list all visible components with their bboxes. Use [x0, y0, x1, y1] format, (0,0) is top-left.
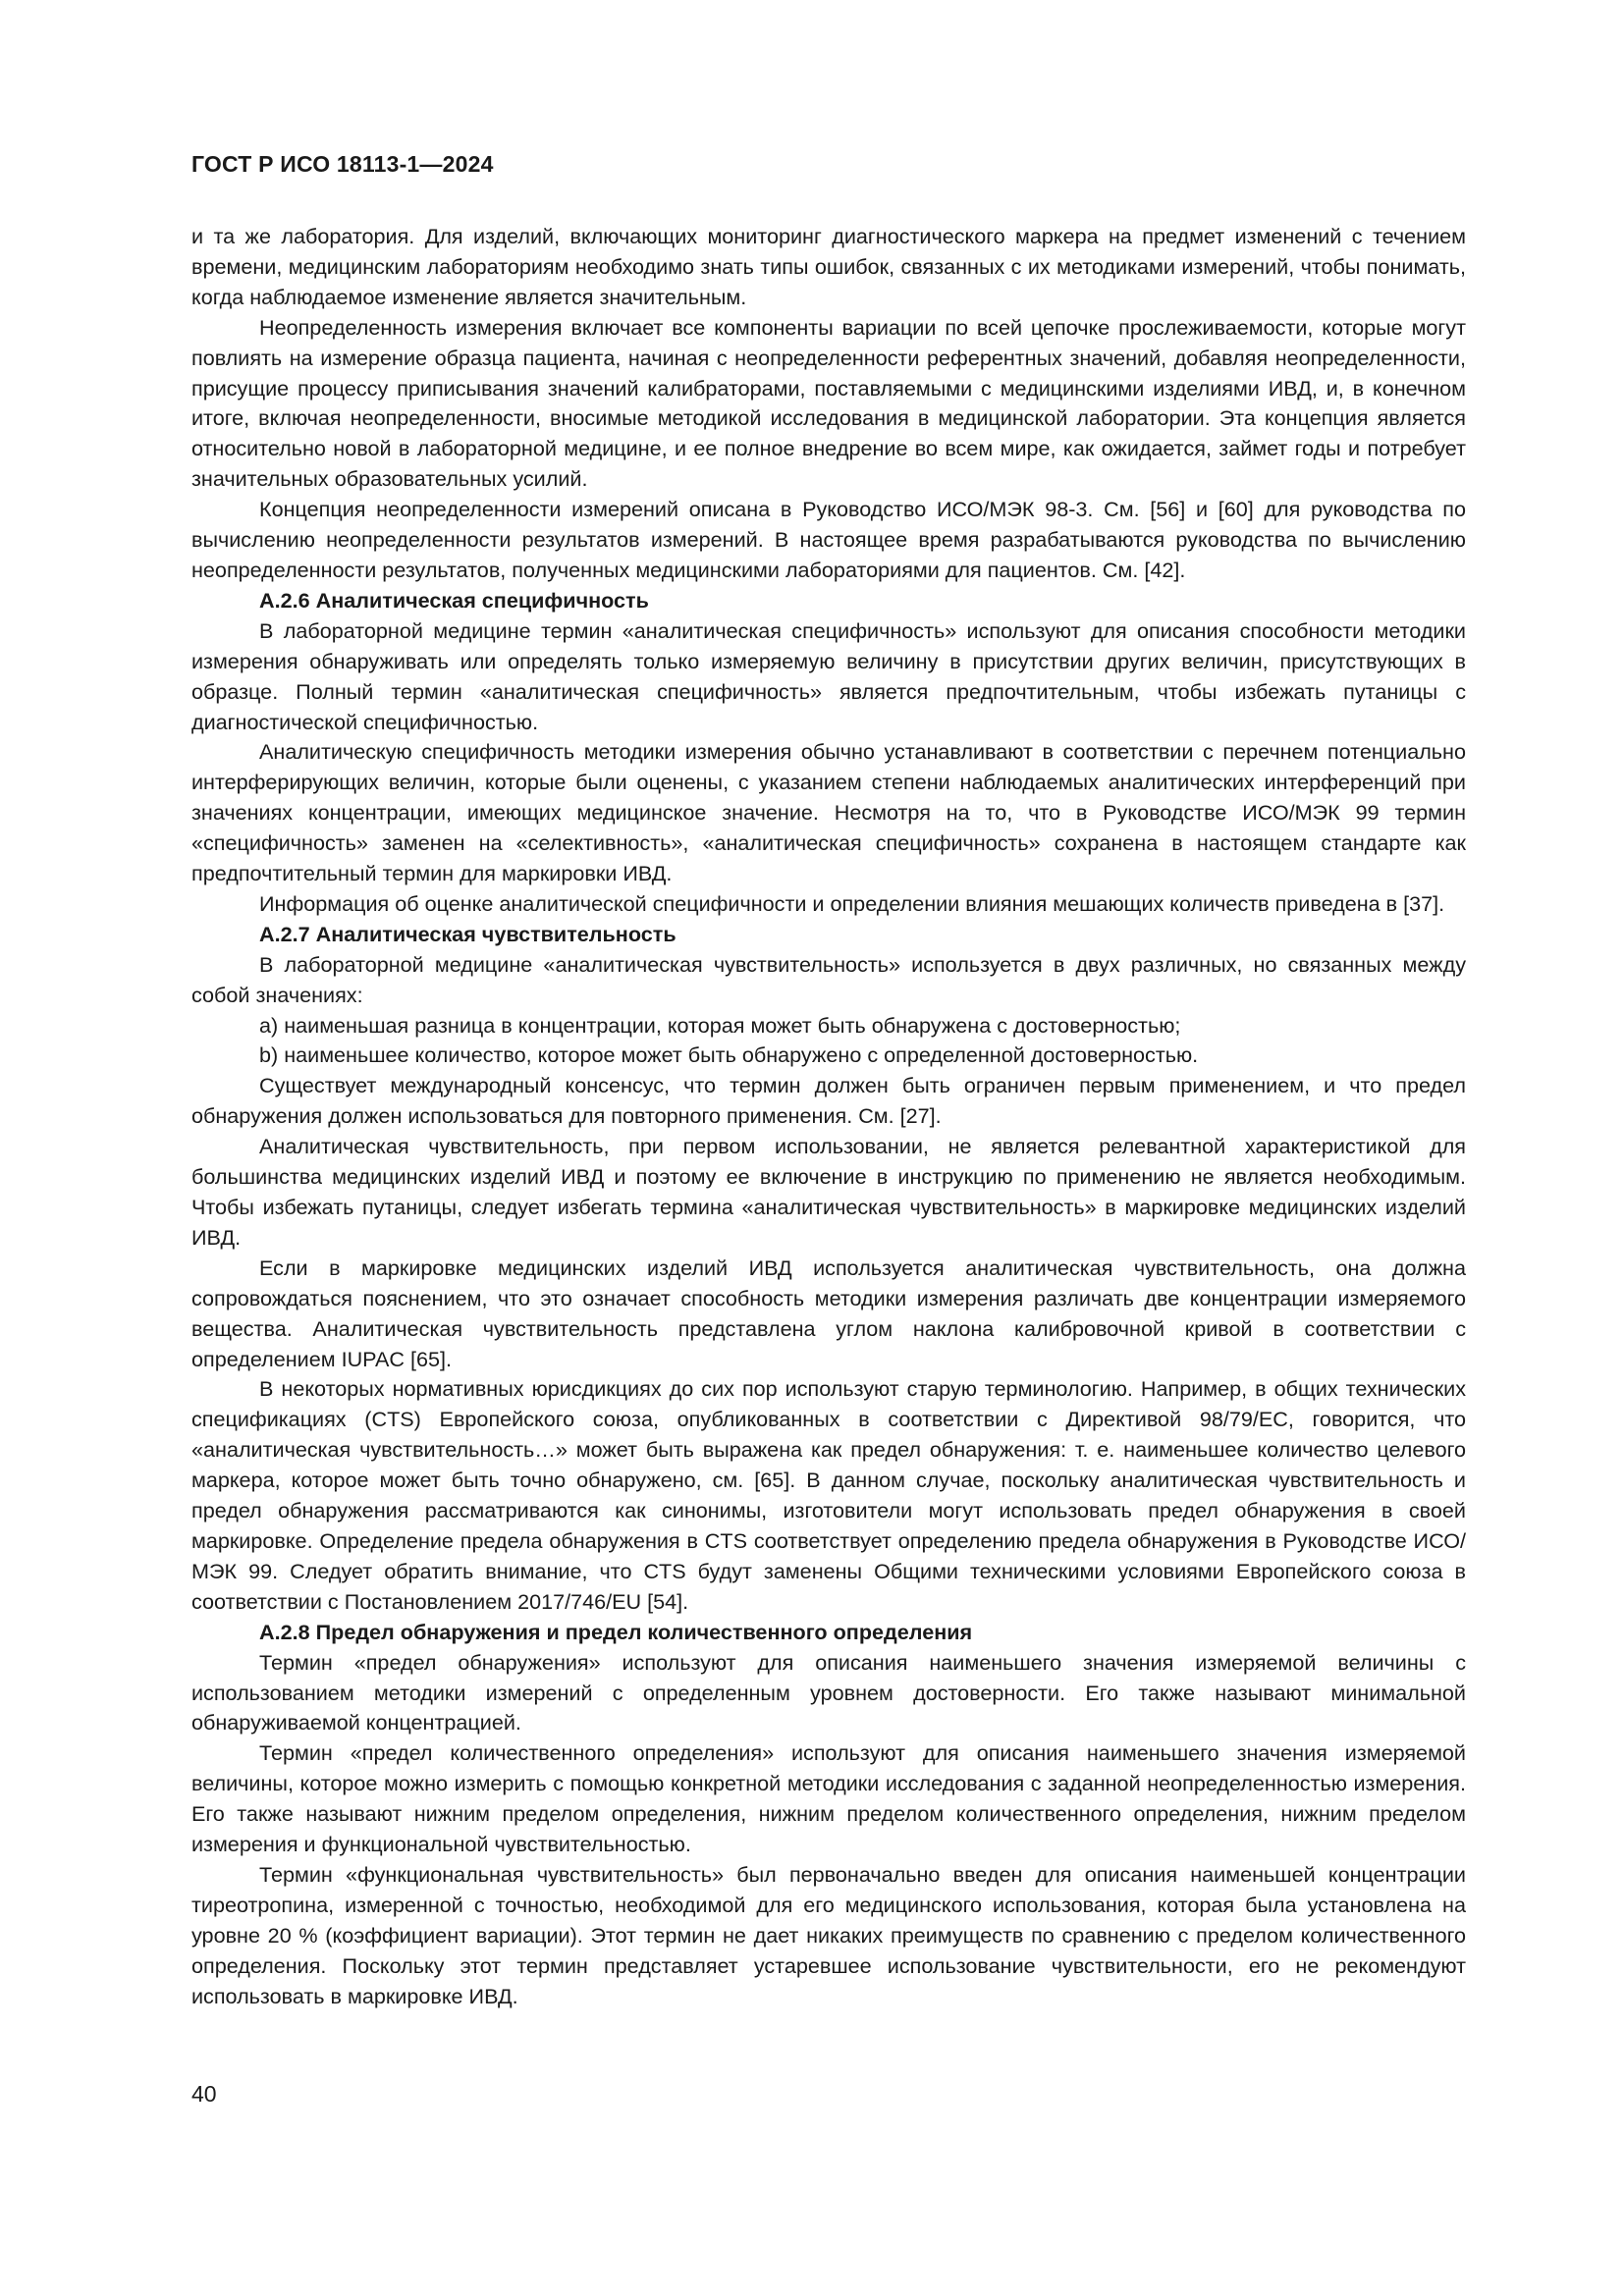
- paragraph-a28-2: Термин «предел количественного определения» используют для описания наименьшего значения измеряемой величины, которое можно измерить с помощью конкретной методики исследования с заданной неопределенностью измерения. Его также называют нижним пределом определения, нижним пределом количественного определения, нижним пределом измерения и функциональной чувствительностью.: [191, 1740, 1466, 1857]
- paragraph-a27-1: В лабораторной медицине «аналитическая чувствительность» используется в двух различных, но связанных между собой значениях:: [191, 951, 1466, 1007]
- section-heading-a27: A.2.7 Аналитическая чувствительность: [259, 921, 677, 946]
- paragraph-uncertainty-1: Неопределенность измерения включает все компоненты вариации по всей цепочке прослеживаемости, которые могут повлиять на измерение образца пациента, начиная с неопределенности референтных значений, добавляя неопределенности, присущие процессу приписывания значений калибраторами, поставляемыми с медицинскими изделиями ИВД, и, в конечном итоге, включая неопределенности, вносимые методикой исследования в медицинской лаборатории. Эта концепция является относительно новой в лабораторной медицине, и ее полное внедрение во всем мире, как ожидается, займет годы и потребует значительных образовательных усилий.: [191, 314, 1466, 492]
- paragraph-a27-4: Если в маркировке медицинских изделий ИВД используется аналитическая чувствительность, она должна сопровождаться пояснением, что это означает способность методики измерения различать две концентрации измеряемого вещества. Аналитическая чувствительность представлена углом наклона калибровочной кривой в соответствии с определением IUPAC [65].: [191, 1255, 1466, 1371]
- paragraph-a28-1: Термин «предел обнаружения» используют для описания наименьшего значения измеряемой величины с использованием методики измерений с определенным уровнем достоверности. Его также называют минимальной обнаруживаемой концентрацией.: [191, 1649, 1466, 1735]
- document-header: ГОСТ Р ИСО 18113-1—2024: [191, 151, 494, 177]
- paragraph-a26-2: Аналитическую специфичность методики измерения обычно устанавливают в соответствии с перечнем потенциально интерферирующих величин, которые были оценены, с указанием степени наблюдаемых аналитических интерференций при значениях концентрации, имеющих медицинское значение. Несмотря на то, что в Руководстве ИСО/МЭК 99 термин «специфичность» заменен на «селективность», «аналитическая специфичность» сохранена в настоящем стандарте как предпочтительный термин для маркировки ИВД.: [191, 739, 1466, 886]
- section-heading-a26: A.2.6 Аналитическая специфичность: [259, 587, 649, 613]
- paragraph-a27-5: В некоторых нормативных юрисдикциях до сих пор используют старую терминологию. Например, в общих технических спецификациях (CTS) Европейского союза, опубликованных в соответствии с Директивой 98/79/ЕС, говорится, что «аналитическая чувствительность…» может быть выражена как предел обнаружения: т. е. наименьшее количество целевого маркера, которое может быть точно обнаружено, см. [65]. В данном случае, поскольку аналитическая чувствительность и предел обнаружения рассматриваются как синонимы, изготовители могут использовать предел обнаружения в своей маркировке. Определение предела обнаружения в CTS соответствует определению предела обнаружения в Руководстве ИСО/МЭК 99. Следует обратить внимание, что CTS будут заменены Общими техническими условиями Европейского союза в соответствии с Постановлением 2017/746/EU [54].: [191, 1376, 1466, 1614]
- document-body: [191, 222, 1466, 2011]
- list-item-b: b) наименьшее количество, которое может быть обнаружено с определенной достоверностью.: [259, 1042, 1199, 1068]
- list-item-a: a) наименьшая разница в концентрации, которая может быть обнаружена с достоверностью;: [259, 1012, 1181, 1038]
- section-heading-a28: A.2.8 Предел обнаружения и предел количественного определения: [259, 1619, 973, 1644]
- paragraph-a27-2: Существует международный консенсус, что термин должен быть ограничен первым применением, и что предел обнаружения должен использоваться для повторного применения. См. [27].: [191, 1073, 1466, 1129]
- paragraph-a28-3: Термин «функциональная чувствительность» был первоначально введен для описания наименьшей концентрации тиреотропина, измеренной с точностью, необходимой для его медицинского использования, которая была установлена на уровне 20 % (коэффициент вариации). Этот термин не дает никаких преимуществ по сравнению с пределом количественного определения. Поскольку этот термин представляет устаревшее использование чувствительности, его не рекомендуют использовать в маркировке ИВД.: [191, 1861, 1466, 2008]
- paragraph-intro: и та же лаборатория. Для изделий, включающих мониторинг диагностического маркера на предмет изменений с течением времени, медицинским лабораториям необходимо знать типы ошибок, связанных с их методиками измерений, чтобы понимать, когда наблюдаемое изменение является значительным.: [191, 224, 1466, 309]
- paragraph-a27-3: Аналитическая чувствительность, при первом использовании, не является релевантной характеристикой для большинства медицинских изделий ИВД и поэтому ее включение в инструкцию по применению не является необходимым. Чтобы избежать путаницы, следует избегать термина «аналитическая чувствительность» в маркировке медицинских изделий ИВД.: [191, 1134, 1466, 1250]
- paragraph-uncertainty-2: Концепция неопределенности измерений описана в Руководство ИСО/МЭК 98-3. См. [56] и [60] для руководства по вычислению неопределенности результатов измерений. В настоящее время разрабатываются руководства по вычислению неопределенности результатов, полученных медицинскими лабораториями для пациентов. См. [42].: [191, 497, 1466, 582]
- paragraph-a26-3: Информация об оценке аналитической специфичности и определении влияния мешающих количеств приведена в [37].: [259, 890, 1445, 916]
- paragraph-a26-1: В лабораторной медицине термин «аналитическая специфичность» используют для описания способности методики измерения обнаруживать или определять только измеряемую величину в присутствии других величин, присутствующих в образце. Полный термин «аналитическая специфичность» является предпочтительным, чтобы избежать путаницы с диагностической специфичностью.: [191, 617, 1466, 734]
- page-number: 40: [191, 2081, 217, 2107]
